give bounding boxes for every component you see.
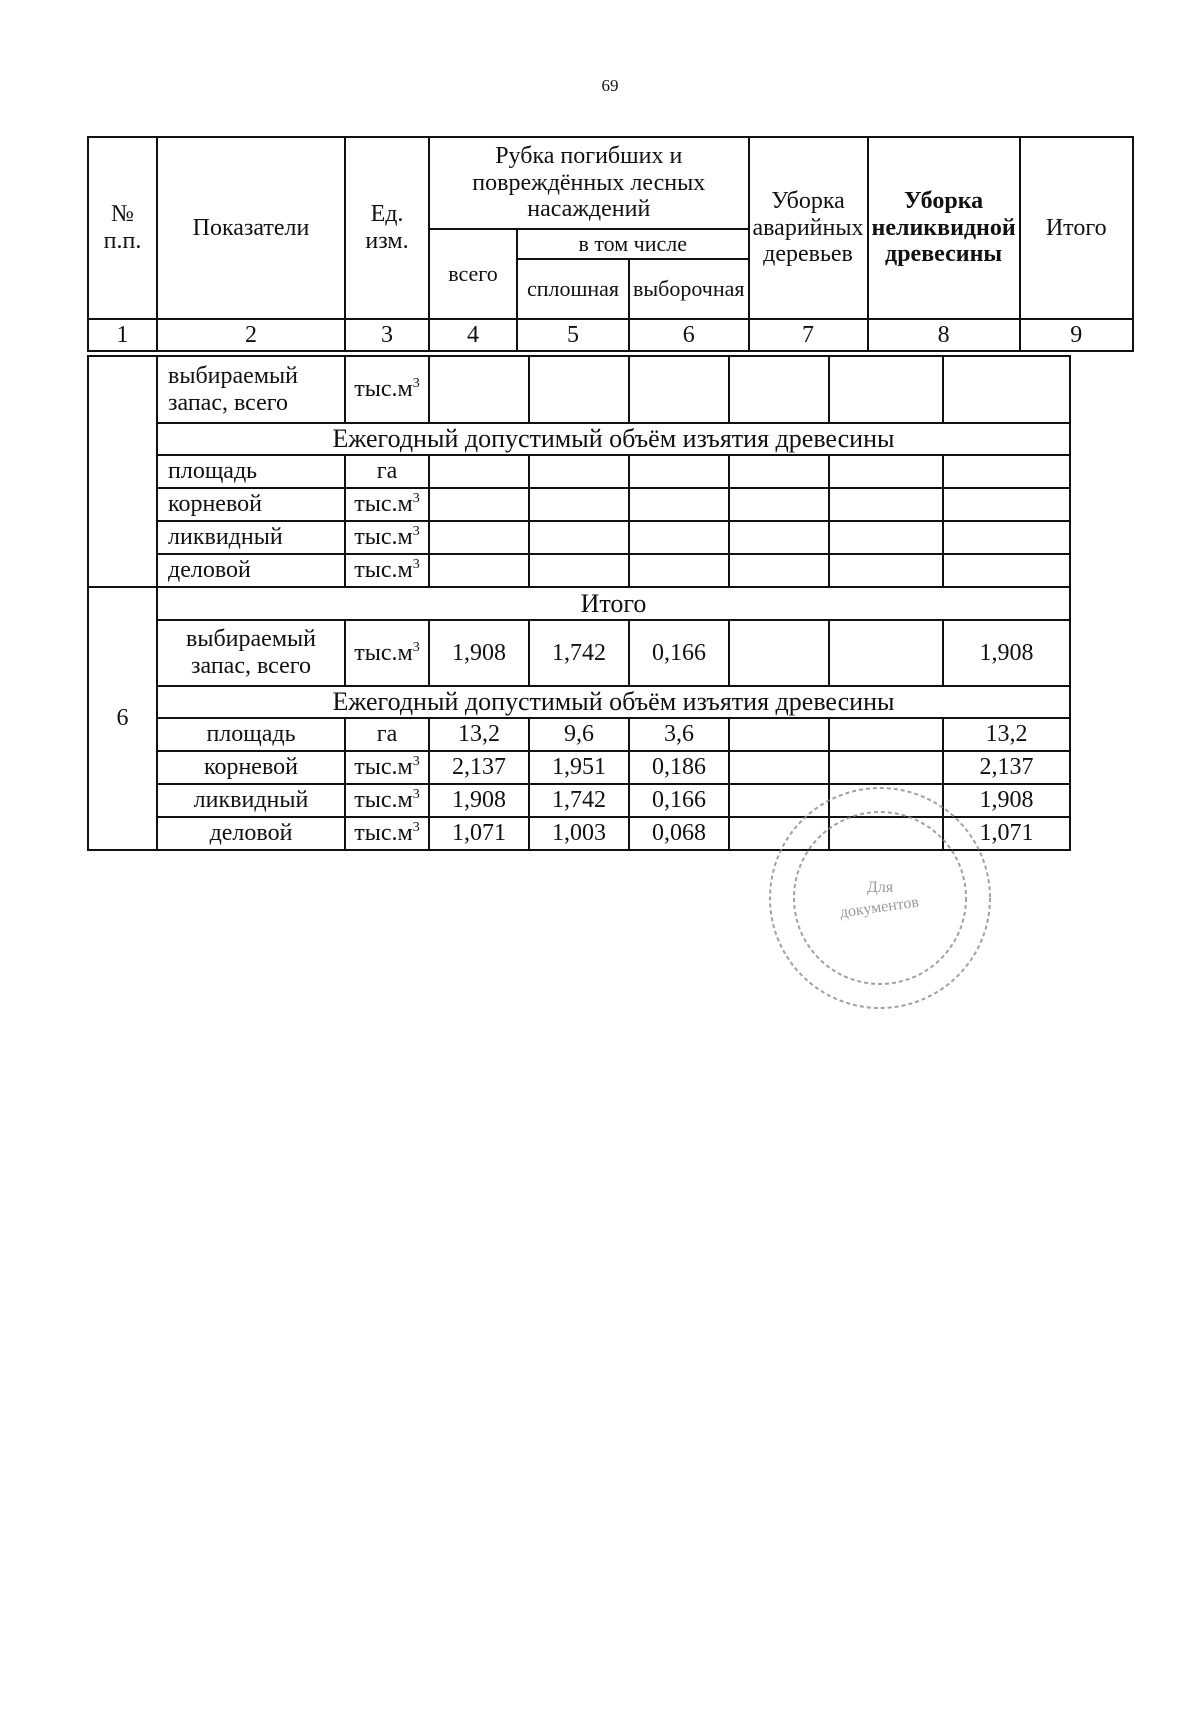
stock-label: выбираемый запас, всего: [157, 620, 345, 686]
value-total: 1,908: [943, 620, 1070, 686]
value-emergency: [729, 718, 829, 751]
value-clear: 1,003: [529, 817, 629, 850]
col-number: 9: [1020, 319, 1133, 351]
col-no-header: № п.п.: [88, 137, 157, 319]
col-emergency-trees-header: Уборка аварийных деревьев: [749, 137, 868, 319]
value-clear: 9,6: [529, 718, 629, 751]
col-selective-header: выборочная: [629, 259, 749, 319]
page-number: 69: [601, 76, 619, 95]
value-selective: 0,166: [629, 620, 729, 686]
value-total: 1,908: [943, 784, 1070, 817]
col-number: 2: [157, 319, 345, 351]
unit-cell: $тыс.м^3$: [345, 620, 429, 686]
table-row: [88, 554, 1070, 587]
value-emergency: [729, 620, 829, 686]
col-number: 1: [88, 319, 157, 351]
col-indicators-header: Показатели: [157, 137, 345, 319]
row-label: корневой: [157, 488, 345, 521]
value-clear: 1,951: [529, 751, 629, 784]
table-row: [88, 488, 1070, 521]
value-total: 13,2: [943, 718, 1070, 751]
value-total: 1,071: [943, 817, 1070, 850]
total-title: Итого: [157, 587, 1070, 620]
row-label: площадь: [157, 455, 345, 488]
value-illiquid: [829, 620, 943, 686]
unit-cell: $тыс.м^3$: [345, 751, 429, 784]
row-label: корневой: [157, 751, 345, 784]
table-row: [88, 620, 1070, 686]
stamp-text: Для: [866, 879, 894, 896]
value-all: 1,908: [429, 620, 529, 686]
row-label: ликвидный: [157, 784, 345, 817]
value-all: 1,908: [429, 784, 529, 817]
col-clear-header: сплошная: [517, 259, 629, 319]
section-title: Ежегодный допустимый объём изъятия древесины: [157, 423, 1070, 455]
stamp-seal: [760, 780, 1000, 1015]
row-number-cell: [88, 356, 157, 587]
data-table: [87, 355, 1071, 851]
row-number-cell: 6: [88, 587, 157, 850]
unit-cell: $тыс.м^3$: [345, 521, 429, 554]
value-all: 2,137: [429, 751, 529, 784]
table-row: [88, 356, 1070, 423]
stock-label: выбираемый запас, всего: [157, 356, 345, 423]
col-including-header: в том числе: [517, 229, 749, 259]
row-label: деловой: [157, 554, 345, 587]
unit-cell: $тыс.м^3$: [345, 356, 429, 423]
col-number: 3: [345, 319, 429, 351]
unit-cell: $тыс.м^3$: [345, 817, 429, 850]
stamp-text: документов: [838, 893, 920, 922]
row-label: ликвидный: [157, 521, 345, 554]
value-all: 13,2: [429, 718, 529, 751]
col-all-header: всего: [429, 229, 517, 319]
col-number: 4: [429, 319, 517, 351]
unit-cell: га: [345, 455, 429, 488]
value-selective: 0,186: [629, 751, 729, 784]
col-illiquid-wood-header: Уборка неликвидной древесины: [868, 137, 1020, 319]
value-total: 2,137: [943, 751, 1070, 784]
value-selective: 0,166: [629, 784, 729, 817]
unit-cell: га: [345, 718, 429, 751]
table-row: [88, 455, 1070, 488]
col-number: 8: [868, 319, 1020, 351]
col-unit-header: Ед. изм.: [345, 137, 429, 319]
value-selective: 3,6: [629, 718, 729, 751]
col-number: 6: [629, 319, 749, 351]
unit-cell: $тыс.м^3$: [345, 554, 429, 587]
row-label: деловой: [157, 817, 345, 850]
col-number: 5: [517, 319, 629, 351]
table-row: [88, 718, 1070, 751]
value-clear: 1,742: [529, 784, 629, 817]
unit-cell: $тыс.м^3$: [345, 784, 429, 817]
section-title: Ежегодный допустимый объём изъятия древесины: [157, 686, 1070, 718]
table-row: [88, 521, 1070, 554]
value-selective: 0,068: [629, 817, 729, 850]
unit-cell: $тыс.м^3$: [345, 488, 429, 521]
value-illiquid: [829, 718, 943, 751]
col-number: 7: [749, 319, 868, 351]
col-felling-group-header: Рубка погибших и повреждённых лесных насаждений: [429, 137, 749, 229]
header-table: [87, 136, 1134, 352]
row-label: площадь: [157, 718, 345, 751]
value-clear: 1,742: [529, 620, 629, 686]
col-total-header: Итого: [1020, 137, 1133, 319]
value-all: 1,071: [429, 817, 529, 850]
